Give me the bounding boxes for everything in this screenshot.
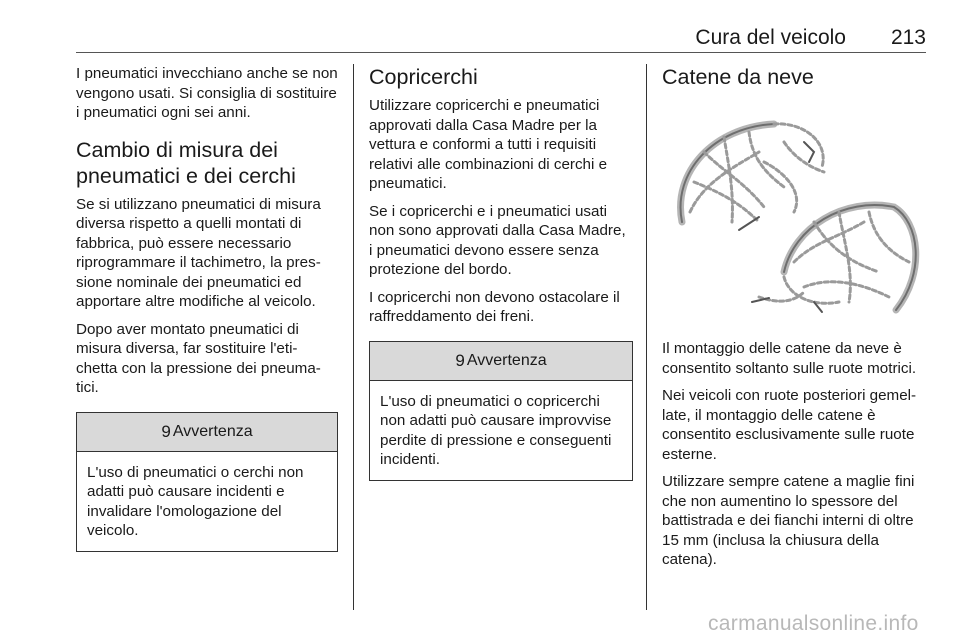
section-title: Cura del veicolo: [695, 26, 846, 49]
wheel-covers-heading: Copricerchi: [369, 65, 478, 89]
snow-chains-illustration: [664, 112, 926, 322]
column-divider: [353, 64, 354, 610]
warning-text: L'uso di pneumatici o copricerchi non adatti può causare improvvise perdite di pressione e conseguenti incidenti.: [380, 392, 612, 468]
page-header: [76, 20, 926, 53]
snow-chains-paragraph-2: Nei veicoli con ruote posteriori gemel-late, il montaggio delle catene è consentito esclusivamente sulle ruote esterne.: [662, 387, 917, 463]
snow-chains-paragraph-1: Il montaggio delle catene da neve è consentito soltanto sulle ruote motrici.: [662, 340, 917, 377]
warning-text: L'uso di pneumatici o cerchi non adatti può causare incidenti e invalidare l'omologazione del veicolo.: [87, 463, 304, 539]
column-2: [369, 64, 633, 481]
wheel-covers-paragraph-3: I copricerchi non devono ostacolare il raffreddamento dei freni.: [369, 288, 620, 325]
tyre-size-heading: Cambio di misura dei pneumatici e dei cerchi: [76, 137, 296, 188]
tyre-size-paragraph-2: Dopo aver montato pneumatici di misura diversa, far sostituire l'eti-chetta con la pressione dei pneuma-tici.: [76, 320, 321, 396]
warning-icon: 9: [161, 421, 171, 441]
page-number: 213: [890, 26, 926, 49]
warning-box: [369, 341, 633, 481]
warning-body: [370, 381, 632, 480]
column-divider: [646, 64, 647, 610]
snow-chains-heading: Catene da neve: [662, 65, 814, 89]
warning-header: [370, 342, 632, 381]
warning-box: [76, 412, 338, 552]
tyre-size-paragraph-1: Se si utilizzano pneumatici di misura diversa rispetto a quelli montati di fabbrica, può essere necessario riprogrammare il tachimetro, la pres-sione nominale dei pneumatici ed apportare altre modifiche al veicolo.: [76, 195, 321, 310]
wheel-covers-paragraph-1: Utilizzare copricerchi e pneumatici approvati dalla Casa Madre per la vettura e conformi a tutti i requisiti relativi alle combinazioni di cerchi e pneumatici.: [369, 97, 608, 192]
column-3: [662, 64, 930, 578]
column-1: [76, 64, 338, 552]
warning-header: [77, 413, 337, 452]
warning-icon: 9: [455, 350, 465, 370]
intro-paragraph: I pneumatici invecchiano anche se non vengono usati. Si consiglia di sostituire i pneumatici ogni sei anni.: [76, 65, 338, 121]
snow-chains-paragraph-3: Utilizzare sempre catene a maglie fini che non aumentino lo spessore del battistrada e dei fianchi interni di oltre 15 mm (inclusa la chiusura della catena).: [662, 473, 915, 568]
wheel-covers-paragraph-2: Se i copricerchi e i pneumatici usati non sono approvati dalla Casa Madre, i pneumatici devono essere senza protezione del bordo.: [369, 202, 626, 278]
warning-title: Avvertenza: [172, 422, 253, 440]
warning-title: Avvertenza: [466, 351, 547, 369]
warning-body: [77, 452, 337, 551]
watermark: carmanualsonline.info: [708, 612, 919, 635]
